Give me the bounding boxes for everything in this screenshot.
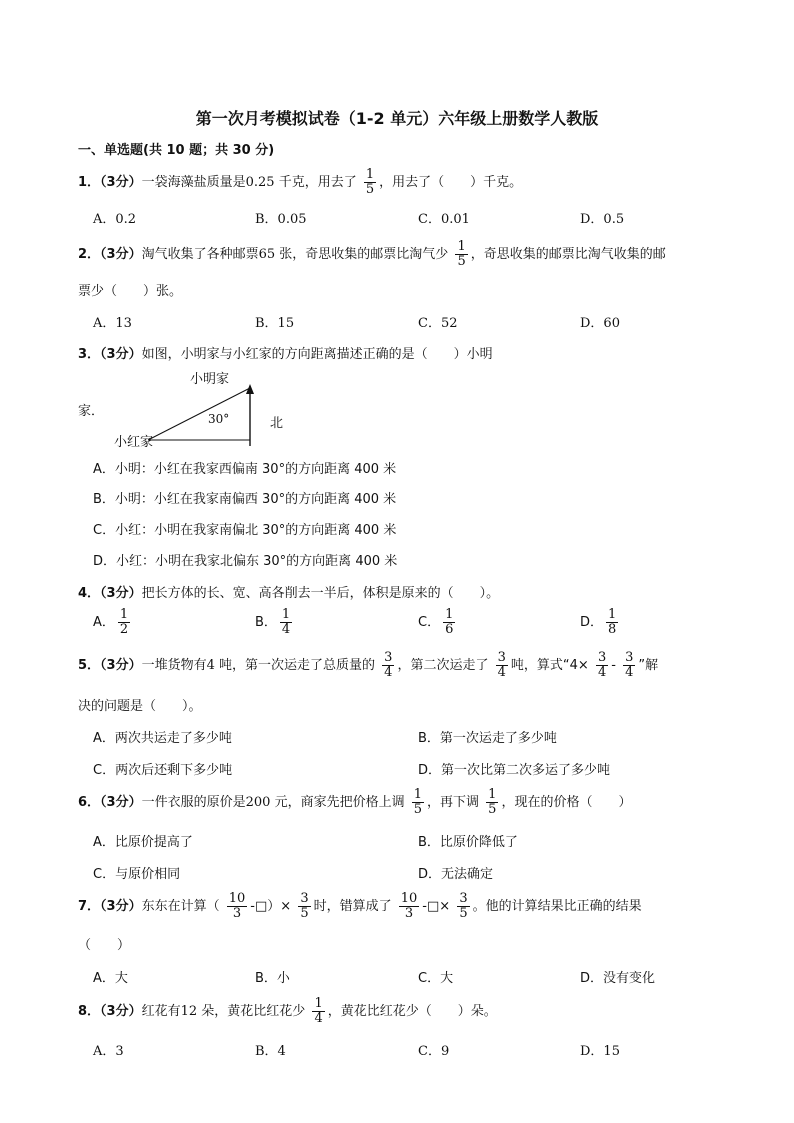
q2-option-a[interactable]: A．13	[93, 316, 132, 331]
fraction: $\frac{3}{5}$	[300, 891, 309, 921]
fraction: $\frac{1}{4}$	[281, 607, 291, 637]
question-1: 1．（3分）一袋海藻盐质量是0.25 千克，用去了 $\frac{1}{5}$ ，用去了（ ）千克。	[78, 167, 523, 197]
q3-option-c[interactable]: C．小红：小明在我家南偏北 30°的方向距离 400 米	[93, 523, 397, 538]
page-title: 第一次月考模拟试卷（1-2 单元）六年级上册数学人教版	[195, 109, 599, 128]
angle-label: 30°	[208, 412, 230, 426]
q8-option-d[interactable]: D．15	[580, 1044, 620, 1059]
q7-option-c[interactable]: C．大	[418, 971, 454, 986]
question-4: 4．（3分）把长方体的长、宽、高各削去一半后，体积是原来的（ ）。	[78, 586, 500, 601]
q4-option-b[interactable]: B． $\frac{1}{4}$	[255, 607, 291, 637]
question-3-line2: 家．	[78, 404, 105, 419]
label-xiaoming-home: 小明家	[190, 372, 230, 387]
q6-option-d[interactable]: D．无法确定	[418, 867, 494, 882]
q5-option-a[interactable]: A．两次共运走了多少吨	[93, 731, 232, 746]
q1-option-a[interactable]: A．0.2	[93, 212, 137, 227]
question-5: 5．（3分）一堆货物有4 吨，第一次运走了总质量的 $\frac{3}{4}$ ，第二次运走了 $\frac{3}{4}$ 吨，算式“4× $\frac{3}{4}$ - $\frac{3}{4}$ ”解	[78, 650, 659, 680]
label-xiaohong-home: 小红家	[114, 435, 154, 450]
question-7: 7．（3分）东东在计算（ $\frac{10}{3}$ -□）× $\frac{3}{5}$ 时，错算成了 $\frac{10}{3}$ -□× $\frac{3}{5}$ 。他的计算结果比正确的结果	[78, 891, 642, 921]
q1-option-b[interactable]: B．0.05	[255, 212, 307, 227]
q6-option-b[interactable]: B．比原价降低了	[418, 835, 518, 850]
q3-option-b[interactable]: B．小明：小红在我家南偏西 30°的方向距离 400 米	[93, 492, 397, 507]
fraction: $\frac{1}{6}$	[445, 607, 454, 637]
fraction: $\frac{1}{5}$	[365, 167, 375, 197]
q5-option-d[interactable]: D．第一次比第二次多运了多少吨	[418, 763, 611, 778]
north-label: 北	[270, 416, 284, 431]
fraction: $\frac{1}{8}$	[608, 607, 617, 637]
fraction: $\frac{1}{5}$	[488, 787, 497, 817]
q5-option-b[interactable]: B．第一次运走了多少吨	[418, 731, 557, 746]
q7-option-a[interactable]: A．大	[93, 971, 128, 986]
q2-option-b[interactable]: B．15	[255, 316, 295, 331]
question-5-line2: 决的问题是（ ）。	[78, 699, 202, 714]
section-heading: 一、单选题(共 10 题；共 30 分)	[78, 143, 275, 158]
q8-option-b[interactable]: B．4	[255, 1044, 286, 1059]
fraction: $\frac{1}{5}$	[413, 787, 422, 817]
question-7-line2: （ ）	[78, 938, 131, 953]
fraction: $\frac{3}{5}$	[459, 891, 468, 921]
q2-option-c[interactable]: C．52	[418, 316, 458, 331]
q8-option-a[interactable]: A．3	[93, 1044, 124, 1059]
fraction: $\frac{1}{4}$	[314, 996, 323, 1026]
direction-diagram	[100, 366, 320, 456]
q1-option-c[interactable]: C．0.01	[418, 212, 470, 227]
question-2-line2: 票少（ ）张。	[78, 284, 183, 299]
q3-option-d[interactable]: D．小红：小明在我家北偏东 30°的方向距离 400 米	[93, 554, 398, 569]
fraction: $\frac{3}{4}$	[497, 650, 506, 680]
q8-option-c[interactable]: C．9	[418, 1044, 450, 1059]
fraction: $\frac{1}{5}$	[457, 239, 466, 269]
q7-option-b[interactable]: B．小	[255, 971, 290, 986]
question-3: 3．（3分）如图，小明家与小红家的方向距离描述正确的是（ ）小明	[78, 347, 493, 362]
q1-option-d[interactable]: D．0.5	[580, 212, 625, 227]
question-6: 6．（3分）一件衣服的原价是200 元，商家先把价格上调 $\frac{1}{5}$ ，再下调 $\frac{1}{5}$ ，现在的价格（ ）	[78, 787, 632, 817]
question-8: 8．（3分）红花有12 朵，黄花比红花少 $\frac{1}{4}$ ，黄花比红花少（ ）朵。	[78, 996, 497, 1026]
q4-option-a[interactable]: A． $\frac{1}{2}$	[93, 607, 129, 637]
q2-option-d[interactable]: D．60	[580, 316, 620, 331]
question-2: 2．（3分）淘气收集了各种邮票65 张，奇思收集的邮票比淘气少 $\frac{1}{5}$ ，奇思收集的邮票比淘气收集的邮	[78, 239, 666, 269]
q6-option-c[interactable]: C．与原价相同	[93, 867, 181, 882]
q7-option-d[interactable]: D．没有变化	[580, 971, 656, 986]
fraction: $\frac{3}{4}$	[597, 650, 607, 680]
fraction: $\frac{10}{3}$	[228, 891, 246, 921]
q4-option-d[interactable]: D． $\frac{1}{8}$	[580, 607, 617, 637]
fraction: $\frac{1}{2}$	[119, 607, 129, 637]
fraction: $\frac{10}{3}$	[400, 891, 418, 921]
q4-option-c[interactable]: C． $\frac{1}{6}$	[418, 607, 454, 637]
q5-option-c[interactable]: C．两次后还剩下多少吨	[93, 763, 233, 778]
fraction: $\frac{3}{4}$	[625, 650, 634, 680]
q3-option-a[interactable]: A．小明：小红在我家西偏南 30°的方向距离 400 米	[93, 462, 397, 477]
q6-option-a[interactable]: A．比原价提高了	[93, 835, 193, 850]
fraction: $\frac{3}{4}$	[384, 650, 393, 680]
